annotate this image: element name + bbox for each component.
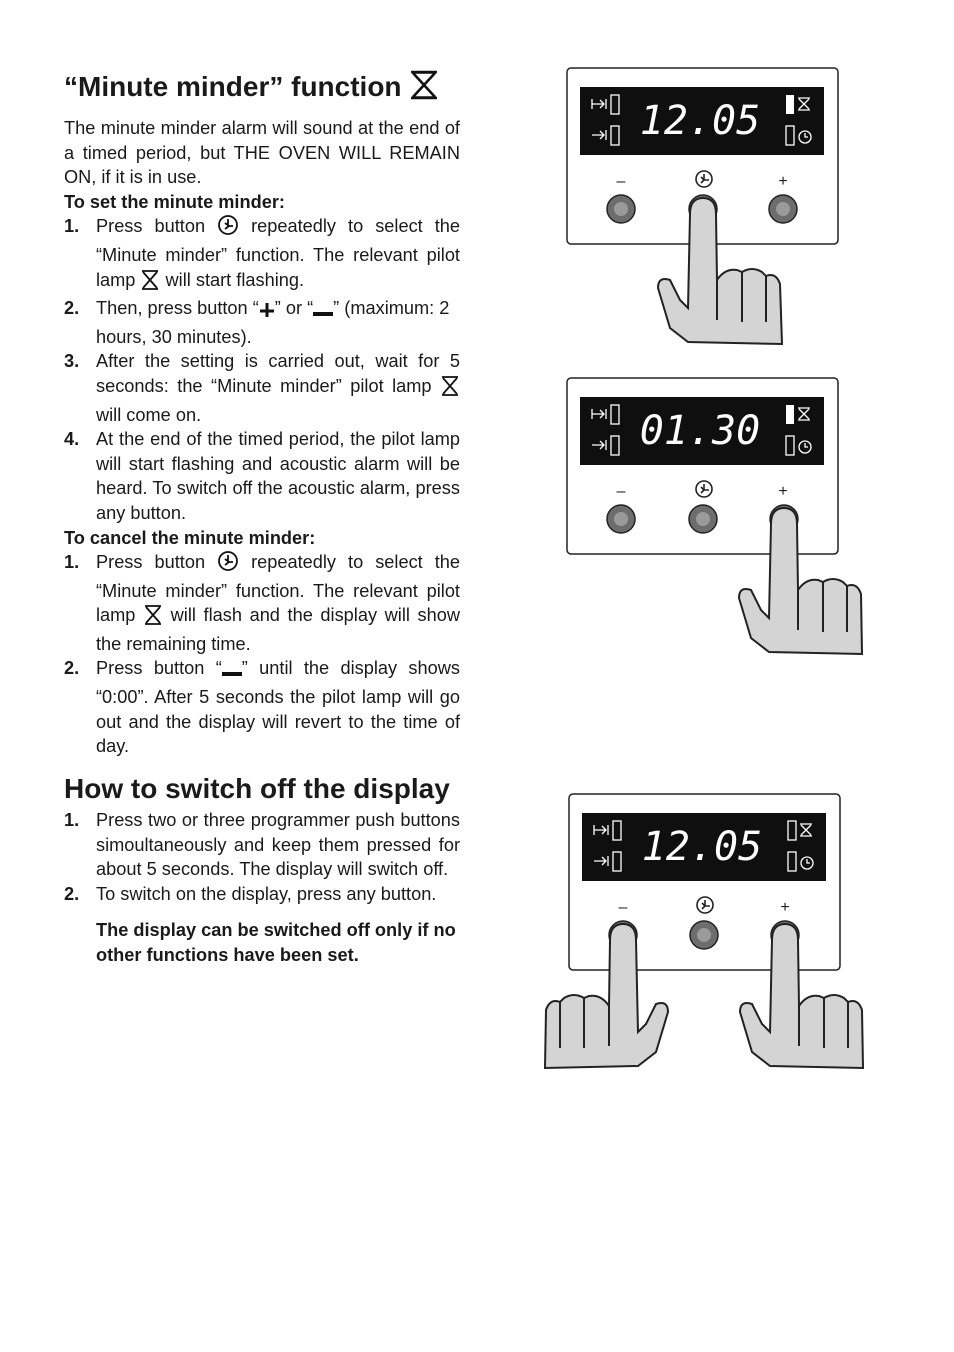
hourglass-icon	[440, 376, 460, 403]
clock-button-icon	[217, 550, 239, 579]
clock-button-icon	[217, 214, 239, 243]
set-steps	[64, 214, 460, 525]
list-item: 2. Press button “ ” until the display shows “0:00”. After 5 seconds the pilot lamp will go out and the display will revert to the time of day.	[64, 658, 460, 757]
minus-label: –	[616, 173, 626, 190]
set-heading: To set the minute minder:	[64, 191, 285, 212]
list-item: 1. Press button repeatedly to select the “Minute minder” function. The relevant pilot lamp will start flashing.	[64, 214, 460, 296]
minus-icon	[222, 660, 242, 685]
display-time: 01.30	[639, 408, 761, 454]
intro-paragraph: The minute minder alarm will sound at the end of a timed period, but THE OVEN WILL REMAIN ON, if it is in use.	[64, 118, 460, 188]
cancel-heading: To cancel the minute minder:	[64, 527, 316, 548]
list-item: 1. Press two or three programmer push buttons simoultaneously and keep them pressed for about 5 seconds. The display will switch off.	[64, 810, 460, 880]
section-title-switch-off: How to switch off the display	[64, 773, 450, 804]
pilot-lamp-on	[786, 95, 794, 114]
minus-label: –	[618, 899, 628, 916]
plus-label: +	[778, 173, 788, 190]
list-item: 1. Press button repeatedly to select the “Minute minder” function. The relevant pilot lamp will flash and the display will show the remaining time.	[64, 552, 461, 654]
plus-label: +	[778, 483, 788, 500]
text-column	[64, 70, 460, 759]
list-item: 2. Then, press button “ ” or “ ” (maximum: 2 hours, 30 minutes).	[64, 298, 450, 347]
minus-label: –	[616, 483, 626, 500]
display-time: 12.05	[639, 98, 761, 144]
hourglass-icon	[140, 270, 160, 297]
programmer-panel-3	[530, 788, 870, 1078]
minus-icon	[313, 300, 333, 325]
section-title-minute-minder: “Minute minder” function	[64, 70, 460, 108]
cancel-steps	[64, 550, 460, 759]
display-section	[64, 772, 460, 968]
programmer-panel-2	[530, 372, 870, 662]
list-item: 2. To switch on the display, press any button.	[64, 883, 437, 904]
list-item: 3. After the setting is carried out, wait for 5 seconds: the “Minute minder” pilot lamp will come on.	[64, 351, 460, 425]
hourglass-icon	[408, 70, 440, 108]
hourglass-icon	[143, 605, 163, 632]
display-time: 12.05	[641, 824, 763, 870]
plus-label: +	[780, 899, 790, 916]
note-text: The display can be switched off only if no other functions have been set.	[96, 920, 456, 965]
programmer-panel-1	[530, 62, 850, 352]
list-item: 4. At the end of the timed period, the pilot lamp will start flashing and acoustic alarm will be heard. To switch off the acoustic alarm, press any button.	[64, 429, 460, 523]
switch-off-steps	[64, 808, 460, 906]
pilot-lamp-on	[786, 405, 794, 424]
plus-icon	[259, 300, 275, 325]
